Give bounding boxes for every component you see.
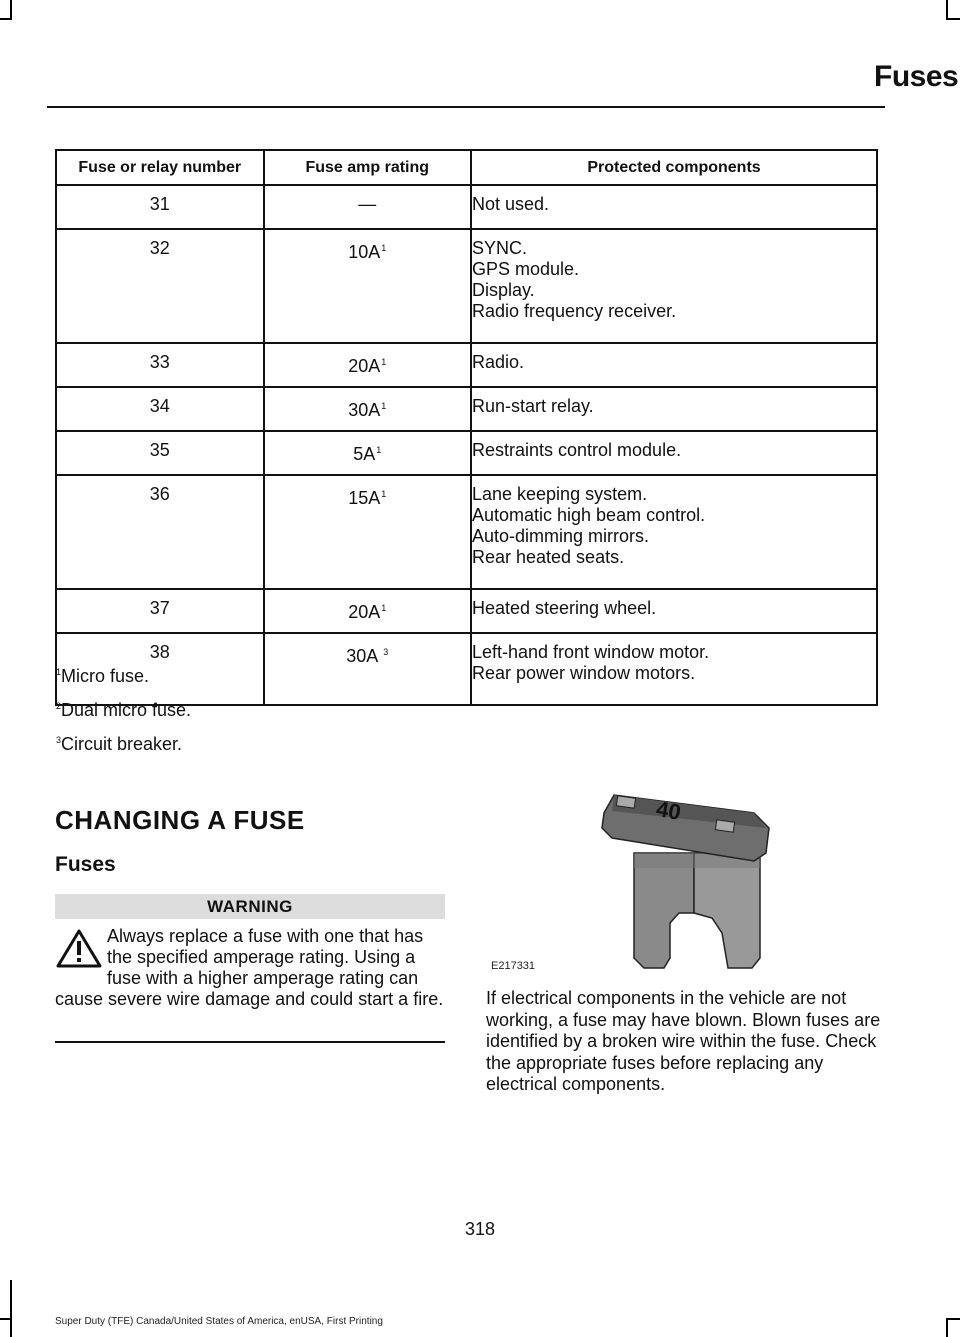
footnote-ref: 1 (381, 401, 387, 411)
amp-rating-value: 20A (348, 356, 381, 376)
figure-code: E217331 (491, 960, 536, 972)
component-item: Auto-dimming mirrors. (471, 526, 650, 546)
amp-rating-cell (264, 387, 471, 431)
crop-mark (946, 0, 948, 20)
title-rule (47, 106, 885, 108)
footnote (55, 700, 191, 734)
amp-rating-value: 5A (353, 444, 376, 464)
fuse-illustration (484, 783, 877, 978)
components-cell (471, 589, 877, 633)
fuse-number-cell: 33 (56, 343, 264, 387)
warning-rule (55, 1041, 445, 1043)
crop-mark (946, 1320, 948, 1337)
component-item: Lane keeping system. (471, 484, 648, 504)
components-cell (471, 343, 877, 387)
fuse-rating-label: 40 (654, 796, 683, 825)
component-item: GPS module. (471, 259, 580, 279)
column-header-components: Protected components (471, 150, 877, 185)
warning-header: WARNING (55, 894, 445, 919)
component-item: Restraints control module. (471, 440, 682, 460)
subsection-heading: Fuses (55, 853, 116, 876)
crop-mark (946, 18, 960, 20)
components-cell (471, 185, 877, 229)
amp-rating-cell (264, 229, 471, 343)
amp-rating-value: 20A (348, 602, 381, 622)
column-header-number: Fuse or relay number (56, 150, 264, 185)
table-row (56, 475, 877, 589)
fuse-number-cell: 32 (56, 229, 264, 343)
column-header-rating: Fuse amp rating (264, 150, 471, 185)
amp-rating-value: 15A (348, 488, 381, 508)
crop-mark (10, 1280, 12, 1337)
fuse-number-cell: 37 (56, 589, 264, 633)
table-body (56, 185, 877, 705)
amp-rating-value: 10A (348, 242, 381, 262)
footnote-text: Micro fuse. (61, 666, 150, 686)
amp-rating-cell (264, 185, 471, 229)
footnote-text: Circuit breaker. (61, 734, 183, 754)
crop-mark (0, 1318, 12, 1320)
footer-text: Super Duty (TFE) Canada/United States of America, enUSA, First Printing (55, 1316, 383, 1327)
components-cell (471, 633, 877, 705)
component-item: SYNC. (471, 238, 527, 258)
footnote-ref: 1 (381, 489, 387, 499)
fuse-number-cell: 34 (56, 387, 264, 431)
fuse-number-cell: 35 (56, 431, 264, 475)
table-row (56, 185, 877, 229)
amp-rating-cell (264, 431, 471, 475)
footnote (55, 666, 191, 700)
component-item: Radio frequency receiver. (471, 301, 677, 321)
crop-mark (946, 1318, 960, 1320)
amp-rating-cell (264, 475, 471, 589)
component-item: Rear power window motors. (471, 663, 696, 683)
table-row (56, 229, 877, 343)
components-cell (471, 387, 877, 431)
page-number: 318 (464, 1219, 496, 1239)
footnote-mark: 1 (56, 667, 62, 677)
section-heading: CHANGING A FUSE (55, 805, 305, 835)
page-title: Fuses (874, 60, 959, 93)
crop-mark (0, 18, 12, 20)
amp-rating-cell (264, 343, 471, 387)
table-header-row (56, 150, 877, 185)
table-row (56, 589, 877, 633)
component-item: Run-start relay. (471, 396, 594, 416)
components-cell (471, 431, 877, 475)
crop-mark (10, 0, 12, 20)
amp-rating-value: 30A (348, 400, 381, 420)
fuse-number-cell: 38 (56, 633, 264, 705)
component-item: Not used. (471, 194, 550, 214)
body-paragraph: If electrical components in the vehicle are not working, a fuse may have blown. Blown fuses are identified by a broken wire within the fuse. Check the appropriate fuses before replacing any electrical components. (486, 988, 881, 1094)
amp-rating-cell (264, 589, 471, 633)
footnote-ref: 1 (381, 243, 387, 253)
footnote-ref: 3 (383, 647, 389, 657)
component-item: Display. (471, 280, 535, 300)
component-item: Left-hand front window motor. (471, 642, 710, 662)
component-item: Heated steering wheel. (471, 598, 657, 618)
footnote-ref: 1 (381, 357, 387, 367)
component-item: Rear heated seats. (471, 547, 625, 567)
component-item: Radio. (471, 352, 525, 372)
warning-body: Always replace a fuse with one that has the specified amperage rating. Using a fuse with a higher amperage rating can cause severe wire damage and could start a fire. (55, 926, 444, 1009)
footnote-ref: 1 (376, 445, 382, 455)
fuse-number-cell: 31 (56, 185, 264, 229)
table-row (56, 343, 877, 387)
amp-rating-value: — (358, 194, 377, 214)
fuse-table (55, 149, 878, 706)
amp-rating-cell (264, 633, 471, 705)
fuse-number-cell: 36 (56, 475, 264, 589)
warning-text (55, 926, 447, 1010)
amp-rating-value: 30A (346, 646, 383, 666)
components-cell (471, 229, 877, 343)
footnote-text: Dual micro fuse. (61, 700, 192, 720)
footnote (55, 734, 191, 768)
footnote-mark: 3 (56, 735, 62, 745)
footnotes (55, 666, 191, 768)
components-cell (471, 475, 877, 589)
footnote-ref: 1 (381, 603, 387, 613)
component-item: Automatic high beam control. (471, 505, 706, 525)
footnote-mark: 2 (56, 701, 62, 711)
table-row (56, 431, 877, 475)
table-row (56, 387, 877, 431)
